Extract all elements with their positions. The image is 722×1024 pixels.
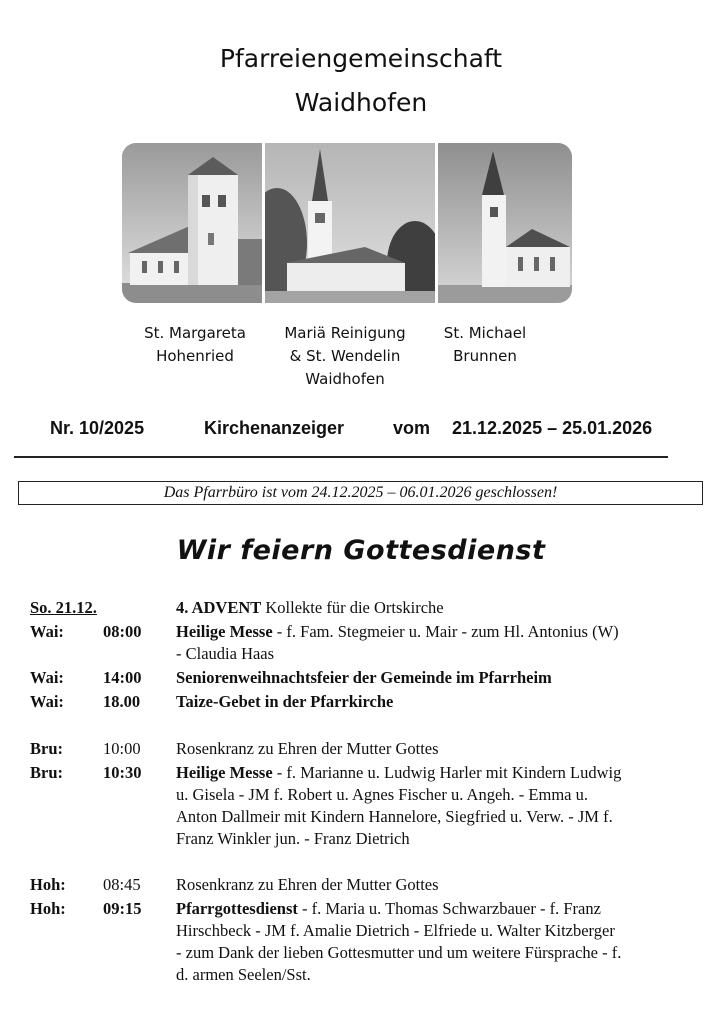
entry-service: Pfarrgottesdienst <box>176 899 298 918</box>
entry-intentions-cont: Franz Winkler jun. - Franz Dietrich <box>176 829 410 848</box>
day-row <box>0 597 722 619</box>
entry-place: Hoh: <box>30 875 66 894</box>
entry-place: Wai: <box>30 692 64 711</box>
entry-intentions-cont: - Claudia Haas <box>176 644 275 663</box>
entry-service: Rosenkranz zu Ehren der Mutter Gottes <box>176 739 439 758</box>
caption-place: Brunnen <box>453 347 517 365</box>
title-line-2: Waidhofen <box>294 88 428 117</box>
church-photo-waidhofen <box>265 143 435 303</box>
entry-place: Wai: <box>30 668 64 687</box>
entry-service: Taize-Gebet in der Pfarrkirche <box>176 692 394 711</box>
office-closed-notice: Das Pfarrbüro ist vom 24.12.2025 – 06.01.2026 geschlossen! <box>18 481 703 505</box>
header-divider <box>14 456 668 458</box>
church-photo-brunnen <box>438 143 572 303</box>
issue-number: Nr. 10/2025 <box>50 418 145 438</box>
issue-date-range: 21.12.2025 – 25.01.2026 <box>452 418 653 438</box>
day-date: So. 21.12. <box>30 598 97 617</box>
entry-place: Wai: <box>30 622 64 641</box>
caption-waidhofen <box>265 322 425 391</box>
entry-intentions-cont: Anton Dallmeir mit Kindern Hannelore, Siegfried u. Verw. - JM f. <box>176 807 613 826</box>
entry-time: 18.00 <box>103 692 141 711</box>
entry-intentions-cont: u. Gisela - JM f. Robert u. Agnes Fischer u. Angeh. - Emma u. <box>176 785 588 804</box>
service-schedule <box>0 597 722 997</box>
entry-place: Bru: <box>30 739 63 758</box>
entry-intentions-cont: Hirschbeck - JM f. Amalie Dietrich - Elfriede u. Walter Kitzberger <box>176 921 615 940</box>
entry-service: Heilige Messe <box>176 763 273 782</box>
caption-hohenried <box>120 322 270 368</box>
entry-intentions-cont: - zum Dank der lieben Gottesmutter und um weitere Fürsprache - f. <box>176 943 622 962</box>
entry-intentions-cont: d. armen Seelen/Sst. <box>176 965 311 984</box>
entry-service: Heilige Messe <box>176 622 273 641</box>
caption-church-name: Mariä Reinigung <box>284 324 406 342</box>
caption-church-name: St. Michael <box>443 324 527 342</box>
entry-time: 10:00 <box>103 739 141 758</box>
caption-church-name: St. Margareta <box>144 324 246 342</box>
entry-service: Rosenkranz zu Ehren der Mutter Gottes <box>176 875 439 894</box>
caption-church-name-2: & St. Wendelin <box>289 347 401 365</box>
entry-service: Seniorenweihnachtsfeier der Gemeinde im Pfarrheim <box>176 668 552 687</box>
caption-place: Hohenried <box>156 347 234 365</box>
day-note: Kollekte für die Ortskirche <box>261 598 444 617</box>
entry-intentions: - f. Marianne u. Ludwig Harler mit Kindern Ludwig <box>272 763 622 782</box>
entry-intentions: - f. Maria u. Thomas Schwarzbauer - f. Franz <box>297 899 601 918</box>
entry-time: 08:00 <box>103 622 142 641</box>
caption-brunnen <box>425 322 545 368</box>
entry-place: Hoh: <box>30 899 66 918</box>
entry-time: 08:45 <box>103 875 141 894</box>
entry-place: Bru: <box>30 763 63 782</box>
caption-place: Waidhofen <box>305 370 385 388</box>
entry-time: 14:00 <box>103 668 142 687</box>
day-title: 4. ADVENT <box>176 598 262 617</box>
issue-label: Kirchenanzeiger <box>204 418 345 438</box>
church-photo-strip <box>122 143 572 303</box>
entry-intentions: - f. Fam. Stegmeier u. Mair - zum Hl. Antonius (W) <box>272 622 619 641</box>
section-heading: Wir feiern Gottesdienst <box>176 535 546 566</box>
entry-time: 10:30 <box>103 763 142 782</box>
title-line-1: Pfarreiengemeinschaft <box>219 44 503 73</box>
church-photo-hohenried <box>122 143 262 303</box>
issue-from-label: vom <box>393 418 431 438</box>
entry-time: 09:15 <box>103 899 142 918</box>
